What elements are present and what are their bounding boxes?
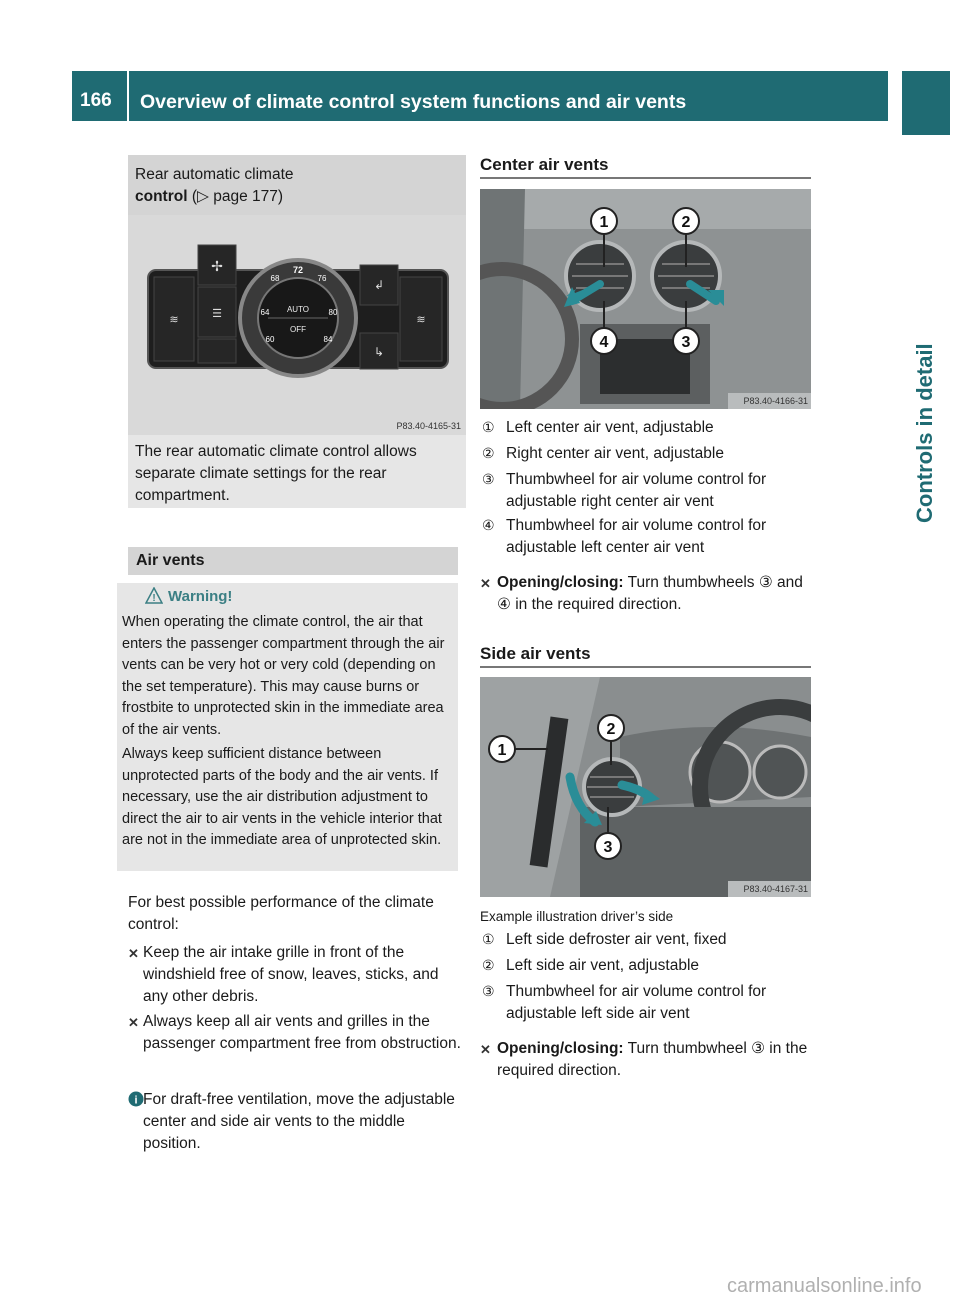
side-action-text: Turn thumbwheel ③ in the required direction.	[497, 1040, 808, 1079]
center-vents-heading: Center air vents	[480, 155, 609, 174]
legend-item: Thumbwheel for air volume control for adjustable right center air vent	[506, 471, 767, 510]
header-divider	[127, 71, 129, 121]
legend-item: Left side defroster air vent, fixed	[506, 931, 727, 948]
center-action-text: Turn thumbwheels ③ and ④ in the required direction.	[497, 574, 803, 613]
rear-climate-title-bold: control	[135, 188, 188, 205]
panel-temp-76: 76	[317, 274, 327, 283]
side-action-label: Opening/closing:	[497, 1040, 624, 1057]
side-vents-heading: Side air vents	[480, 644, 591, 663]
legend-item: Left center air vent, adjustable	[506, 419, 714, 436]
panel-temp-84: 84	[323, 335, 333, 344]
bullet-intake-grille: Keep the air intake grille in front of the windshield free of snow, leaves, sticks, and any other debris.	[143, 944, 439, 1005]
side-vents-action	[497, 1038, 815, 1082]
air-flow-down-icon: ↳	[373, 345, 385, 359]
performance-intro: For best possible performance of the climate control:	[128, 894, 434, 933]
callout-3: 3	[603, 839, 613, 856]
legend-item: Right center air vent, adjustable	[506, 445, 724, 462]
rear-climate-image-label: P83.40-4165-31	[396, 421, 461, 431]
legend-num: ③	[482, 471, 495, 487]
seat-heat-right-icon: ≋	[416, 314, 426, 326]
side-vents-photo	[480, 677, 811, 897]
callout-2: 2	[681, 214, 691, 231]
panel-temp-60: 60	[265, 335, 275, 344]
side-vents-caption: Example illustration driver’s side	[480, 909, 674, 924]
bullet-vents-free: Always keep all air vents and grilles in the passenger compartment free from obstruction.	[143, 1013, 461, 1052]
side-tab-label: Controls in detail	[912, 343, 937, 523]
bullet-arrow-icon: ✕	[128, 1015, 139, 1030]
rear-climate-title	[135, 164, 294, 208]
legend-num: ②	[482, 445, 495, 461]
callout-2: 2	[606, 721, 616, 738]
panel-temp-68: 68	[270, 274, 280, 283]
legend-num: ②	[482, 957, 495, 973]
page-reference-link[interactable]: (▷ page 177)	[187, 188, 284, 205]
center-action-label: Opening/closing:	[497, 574, 624, 591]
side-vents-rule	[480, 666, 811, 668]
panel-temp-64: 64	[260, 308, 270, 317]
callout-4: 4	[599, 334, 609, 351]
info-icon	[128, 1091, 144, 1112]
panel-off-label: OFF	[290, 325, 306, 334]
legend-num: ③	[482, 983, 495, 999]
legend-num: ④	[482, 517, 495, 533]
seat-heat-left-icon: ≋	[169, 314, 179, 326]
center-vents-action	[497, 572, 807, 616]
panel-temp-72: 72	[292, 265, 304, 275]
fan-speed-icon: ☰	[212, 308, 222, 320]
rear-climate-panel-image	[128, 215, 466, 435]
side-vents-image-label: P83.40-4167-31	[743, 884, 808, 894]
air-vents-heading: Air vents	[136, 552, 205, 569]
side-tab-block	[902, 71, 950, 135]
fan-icon: ✢	[211, 258, 223, 274]
warning-paragraph-2: Always keep sufficient distance between unprotected parts of the body and the air vents. If necessary, use the air distribution adjustment to direct the air to air vents in the vehicle interior that are not in the immediate area of unprotected skin.	[122, 746, 442, 848]
legend-item: Thumbwheel for air volume control for adjustable left center air vent	[506, 517, 767, 556]
warning-paragraph-1: When operating the climate control, the air that enters the passenger compartment through the air vents can be very hot or very cold (depending on the set temperature). This may cause burns or frostbite to unprotected skin in the immediate area of the air vents.	[122, 614, 445, 738]
legend-num: ①	[482, 931, 495, 947]
center-vents-rule	[480, 177, 811, 179]
panel-auto-label: AUTO	[286, 305, 310, 314]
legend-num: ①	[482, 419, 495, 435]
warning-title: Warning!	[168, 588, 233, 605]
callout-1: 1	[497, 742, 507, 759]
warning-triangle-icon	[145, 587, 163, 609]
svg-text:i: i	[134, 1094, 138, 1107]
callout-1: 1	[599, 214, 609, 231]
center-vents-photo	[480, 189, 811, 409]
svg-text:!: !	[152, 593, 156, 604]
side-tab	[888, 163, 960, 563]
page-title: Overview of climate control system functions and air vents	[140, 91, 687, 113]
panel-temp-80: 80	[328, 308, 338, 317]
center-vents-image-label: P83.40-4166-31	[743, 396, 808, 406]
info-text: For draft-free ventilation, move the adjustable center and side air vents to the middle position.	[143, 1091, 455, 1152]
bullet-arrow-icon: ✕	[480, 1042, 491, 1057]
air-flow-icon: ↲	[373, 278, 385, 292]
bullet-arrow-icon: ✕	[480, 576, 491, 591]
watermark: carmanualsonline.info	[727, 1275, 922, 1297]
legend-item: Thumbwheel for air volume control for adjustable left side air vent	[506, 983, 767, 1022]
rear-climate-description: The rear automatic climate control allows separate climate settings for the rear compartment.	[135, 443, 417, 504]
legend-item: Left side air vent, adjustable	[506, 957, 700, 974]
page-number: 166	[80, 90, 112, 111]
bullet-arrow-icon: ✕	[128, 946, 139, 961]
callout-3: 3	[681, 334, 691, 351]
rear-climate-title-line1: Rear automatic climate	[135, 166, 294, 183]
